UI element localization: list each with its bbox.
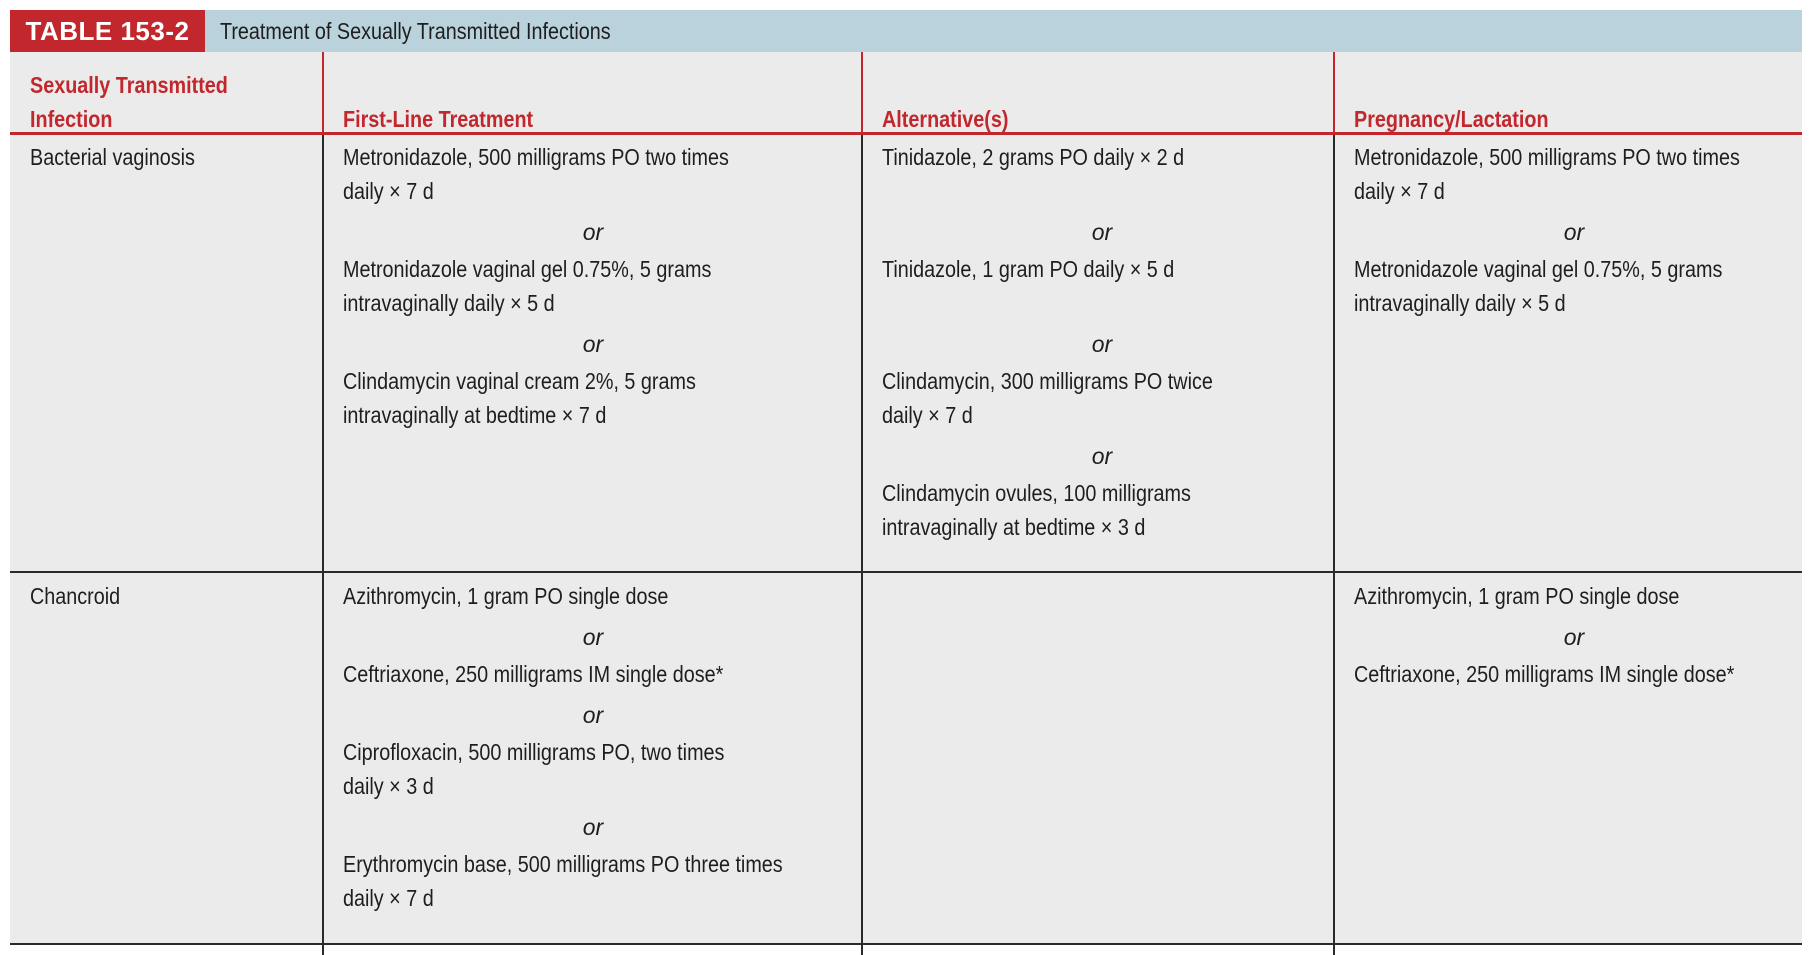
or-separator: or <box>582 702 604 728</box>
infection-name: Chancroid <box>30 583 121 609</box>
regimen-line: Metronidazole, 500 milligrams PO two times <box>1354 144 1740 170</box>
regimen-line: daily × 3 d <box>343 773 434 799</box>
regimen-line: intravaginally daily × 5 d <box>1354 290 1566 316</box>
table-title-bar <box>10 10 1802 52</box>
regimen-line: Clindamycin, 300 milligrams PO twice <box>882 368 1213 394</box>
or-separator: or <box>582 331 604 357</box>
regimen-line: Metronidazole vaginal gel 0.75%, 5 grams <box>1354 256 1723 282</box>
regimen-line: Ceftriaxone, 250 milligrams IM single dose* <box>1354 661 1735 687</box>
regimen-line: Ceftriaxone, 250 milligrams IM single dose* <box>343 661 724 687</box>
or-separator: or <box>1091 443 1113 469</box>
table-number-label: TABLE 153-2 <box>10 10 205 52</box>
regimen-line: intravaginally at bedtime × 3 d <box>882 514 1146 540</box>
table-row-infection <box>30 579 310 613</box>
column-divider <box>861 135 863 955</box>
regimen-line: daily × 7 d <box>1354 178 1445 204</box>
column-divider <box>322 52 324 135</box>
regimen-line: daily × 7 d <box>343 885 434 911</box>
or-separator: or <box>582 219 604 245</box>
pregnancy-cell <box>1354 140 1794 320</box>
regimen-line: Azithromycin, 1 gram PO single dose <box>1354 583 1680 609</box>
or-separator: or <box>1563 624 1585 650</box>
pregnancy-cell <box>1354 579 1794 691</box>
header-infection <box>30 68 228 136</box>
table-153-2 <box>10 10 1802 945</box>
header-infection-line1: Sexually Transmitted <box>30 72 228 98</box>
or-separator: or <box>582 624 604 650</box>
regimen-line: Tinidazole, 2 grams PO daily × 2 d <box>882 144 1185 170</box>
header-infection-line2: Infection <box>30 106 113 132</box>
column-divider <box>1333 135 1335 955</box>
regimen-line: Azithromycin, 1 gram PO single dose <box>343 583 669 609</box>
regimen-line: Erythromycin base, 500 milligrams PO three times <box>343 851 783 877</box>
column-divider <box>1333 52 1335 135</box>
header-divider <box>10 132 1802 135</box>
regimen-line: intravaginally at bedtime × 7 d <box>343 402 607 428</box>
or-separator: or <box>1563 219 1585 245</box>
regimen-line: daily × 7 d <box>882 402 973 428</box>
regimen-line: daily × 7 d <box>343 178 434 204</box>
table-title: Treatment of Sexually Transmitted Infections <box>220 18 611 44</box>
first-line-cell <box>343 579 843 915</box>
regimen-line: Ciprofloxacin, 500 milligrams PO, two times <box>343 739 725 765</box>
alternatives-cell <box>882 140 1322 544</box>
regimen-line: Clindamycin ovules, 100 milligrams <box>882 480 1191 506</box>
column-divider <box>861 52 863 135</box>
regimen-line: intravaginally daily × 5 d <box>343 290 555 316</box>
regimen-line: Tinidazole, 1 gram PO daily × 5 d <box>882 256 1175 282</box>
first-line-cell <box>343 140 843 432</box>
infection-name: Bacterial vaginosis <box>30 144 195 170</box>
or-separator: or <box>1091 331 1113 357</box>
header-first-line: First-Line Treatment <box>343 106 534 132</box>
regimen-line: Metronidazole vaginal gel 0.75%, 5 grams <box>343 256 712 282</box>
or-separator: or <box>582 814 604 840</box>
header-pregnancy: Pregnancy/Lactation <box>1354 106 1549 132</box>
row-divider <box>10 571 1802 573</box>
regimen-line: Clindamycin vaginal cream 2%, 5 grams <box>343 368 696 394</box>
header-alternatives: Alternative(s) <box>882 106 1009 132</box>
column-divider <box>322 135 324 955</box>
regimen-line: Metronidazole, 500 milligrams PO two times <box>343 144 729 170</box>
table-row-infection <box>30 140 310 174</box>
or-separator: or <box>1091 219 1113 245</box>
